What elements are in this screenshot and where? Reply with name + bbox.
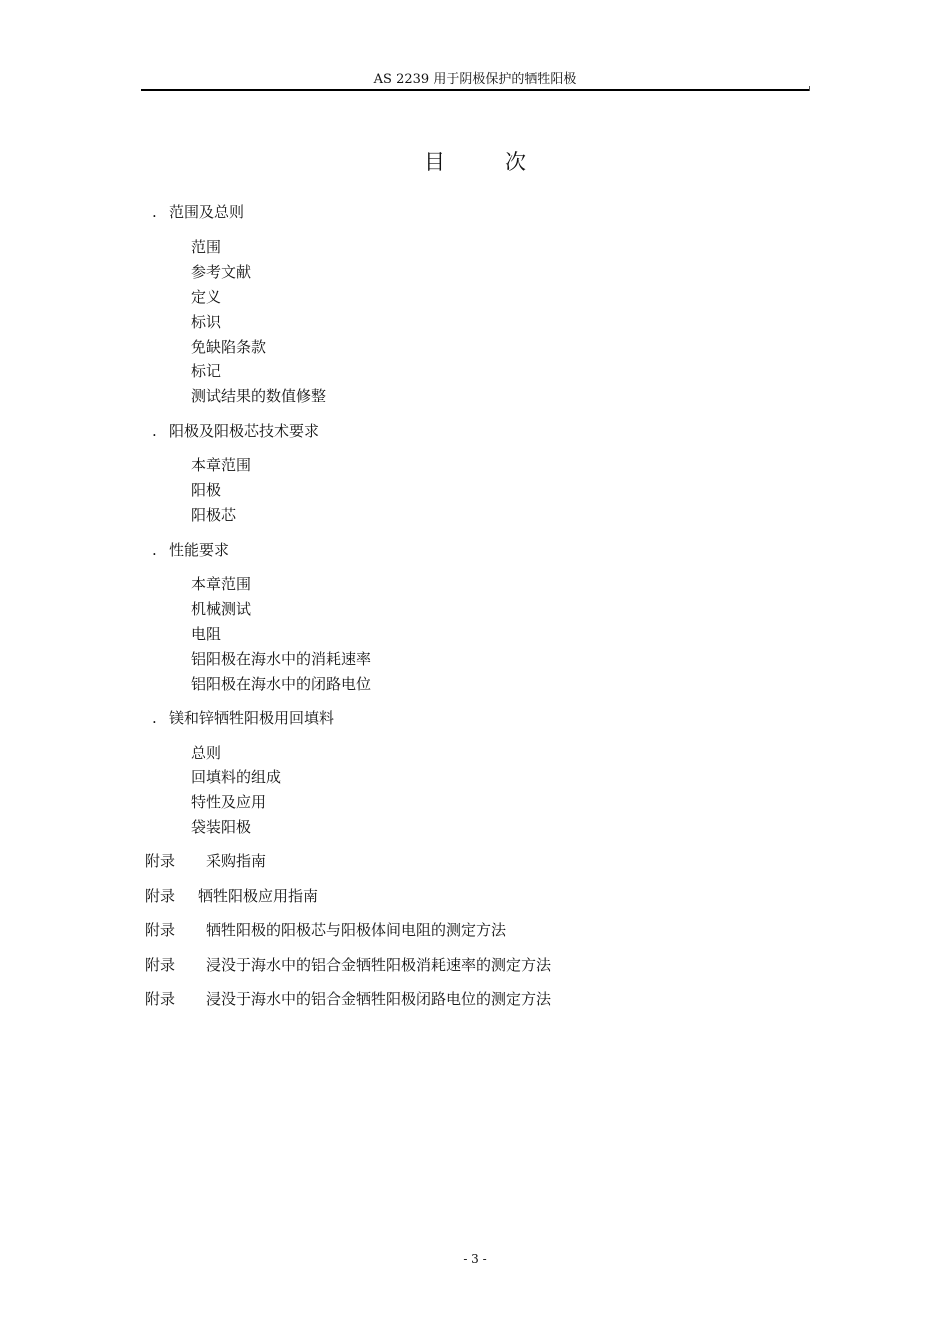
toc-appendix-1[interactable]	[145, 851, 266, 871]
toc-item[interactable]: 特性及应用	[191, 793, 267, 811]
section-marker: .	[152, 422, 157, 440]
toc-item[interactable]: 袋装阳极	[191, 818, 252, 836]
section-marker: .	[152, 203, 157, 221]
running-header: AS 2239 用于阴极保护的牺牲阳极	[141, 70, 809, 91]
toc-item[interactable]: 总则	[191, 744, 222, 762]
toc-item[interactable]: 铝阳极在海水中的消耗速率	[191, 650, 372, 668]
toc-section-2[interactable]	[152, 421, 319, 441]
toc-item[interactable]: 铝阳极在海水中的闭路电位	[191, 675, 372, 693]
toc-item[interactable]: 测试结果的数值修整	[191, 387, 327, 405]
toc-item[interactable]: 本章范围	[191, 575, 252, 593]
section-title: 范围及总则	[169, 203, 245, 221]
toc-section-3[interactable]	[152, 540, 229, 560]
toc-item[interactable]: 免缺陷条款	[191, 338, 267, 356]
appendix-title: 牺牲阳极应用指南	[198, 887, 319, 905]
section-title: 性能要求	[169, 541, 230, 559]
section-marker: .	[152, 541, 157, 559]
toc-item[interactable]: 机械测试	[191, 600, 252, 618]
appendix-label: 附录	[145, 852, 176, 870]
section-marker: .	[152, 709, 157, 727]
toc-item[interactable]: 阳极芯	[191, 506, 237, 524]
toc-appendix-2[interactable]	[145, 886, 318, 906]
toc-item[interactable]: 标识	[191, 313, 222, 331]
toc-section-4[interactable]	[152, 708, 334, 728]
appendix-label: 附录	[145, 887, 176, 905]
toc-appendix-5[interactable]	[145, 989, 551, 1009]
toc-item[interactable]: 本章范围	[191, 456, 252, 474]
appendix-label: 附录	[145, 956, 176, 974]
section-title: 阳极及阳极芯技术要求	[169, 422, 320, 440]
appendix-title: 浸没于海水中的铝合金牺牲阳极消耗速率的测定方法	[206, 956, 552, 974]
toc-item[interactable]: 参考文献	[191, 263, 252, 281]
appendix-title: 牺牲阳极的阳极芯与阳极体间电阻的测定方法	[206, 921, 507, 939]
toc-title-char-1: 目	[424, 150, 445, 174]
toc-item[interactable]: 定义	[191, 288, 222, 306]
toc-item[interactable]: 标记	[191, 362, 222, 380]
toc-item[interactable]: 回填料的组成	[191, 768, 282, 786]
toc-section-1[interactable]	[152, 202, 244, 222]
appendix-title: 浸没于海水中的铝合金牺牲阳极闭路电位的测定方法	[206, 990, 552, 1008]
toc-item[interactable]: 范围	[191, 238, 222, 256]
section-title: 镁和锌牺牲阳极用回填料	[169, 709, 335, 727]
toc-item[interactable]: 电阻	[191, 625, 222, 643]
page-number: - 3 -	[463, 1252, 487, 1266]
toc-appendix-4[interactable]	[145, 955, 551, 975]
toc-title-char-2: 次	[505, 150, 526, 174]
appendix-label: 附录	[145, 990, 176, 1008]
appendix-label: 附录	[145, 921, 176, 939]
toc-item[interactable]: 阳极	[191, 481, 222, 499]
toc-appendix-3[interactable]	[145, 920, 506, 940]
appendix-title: 采购指南	[206, 852, 267, 870]
